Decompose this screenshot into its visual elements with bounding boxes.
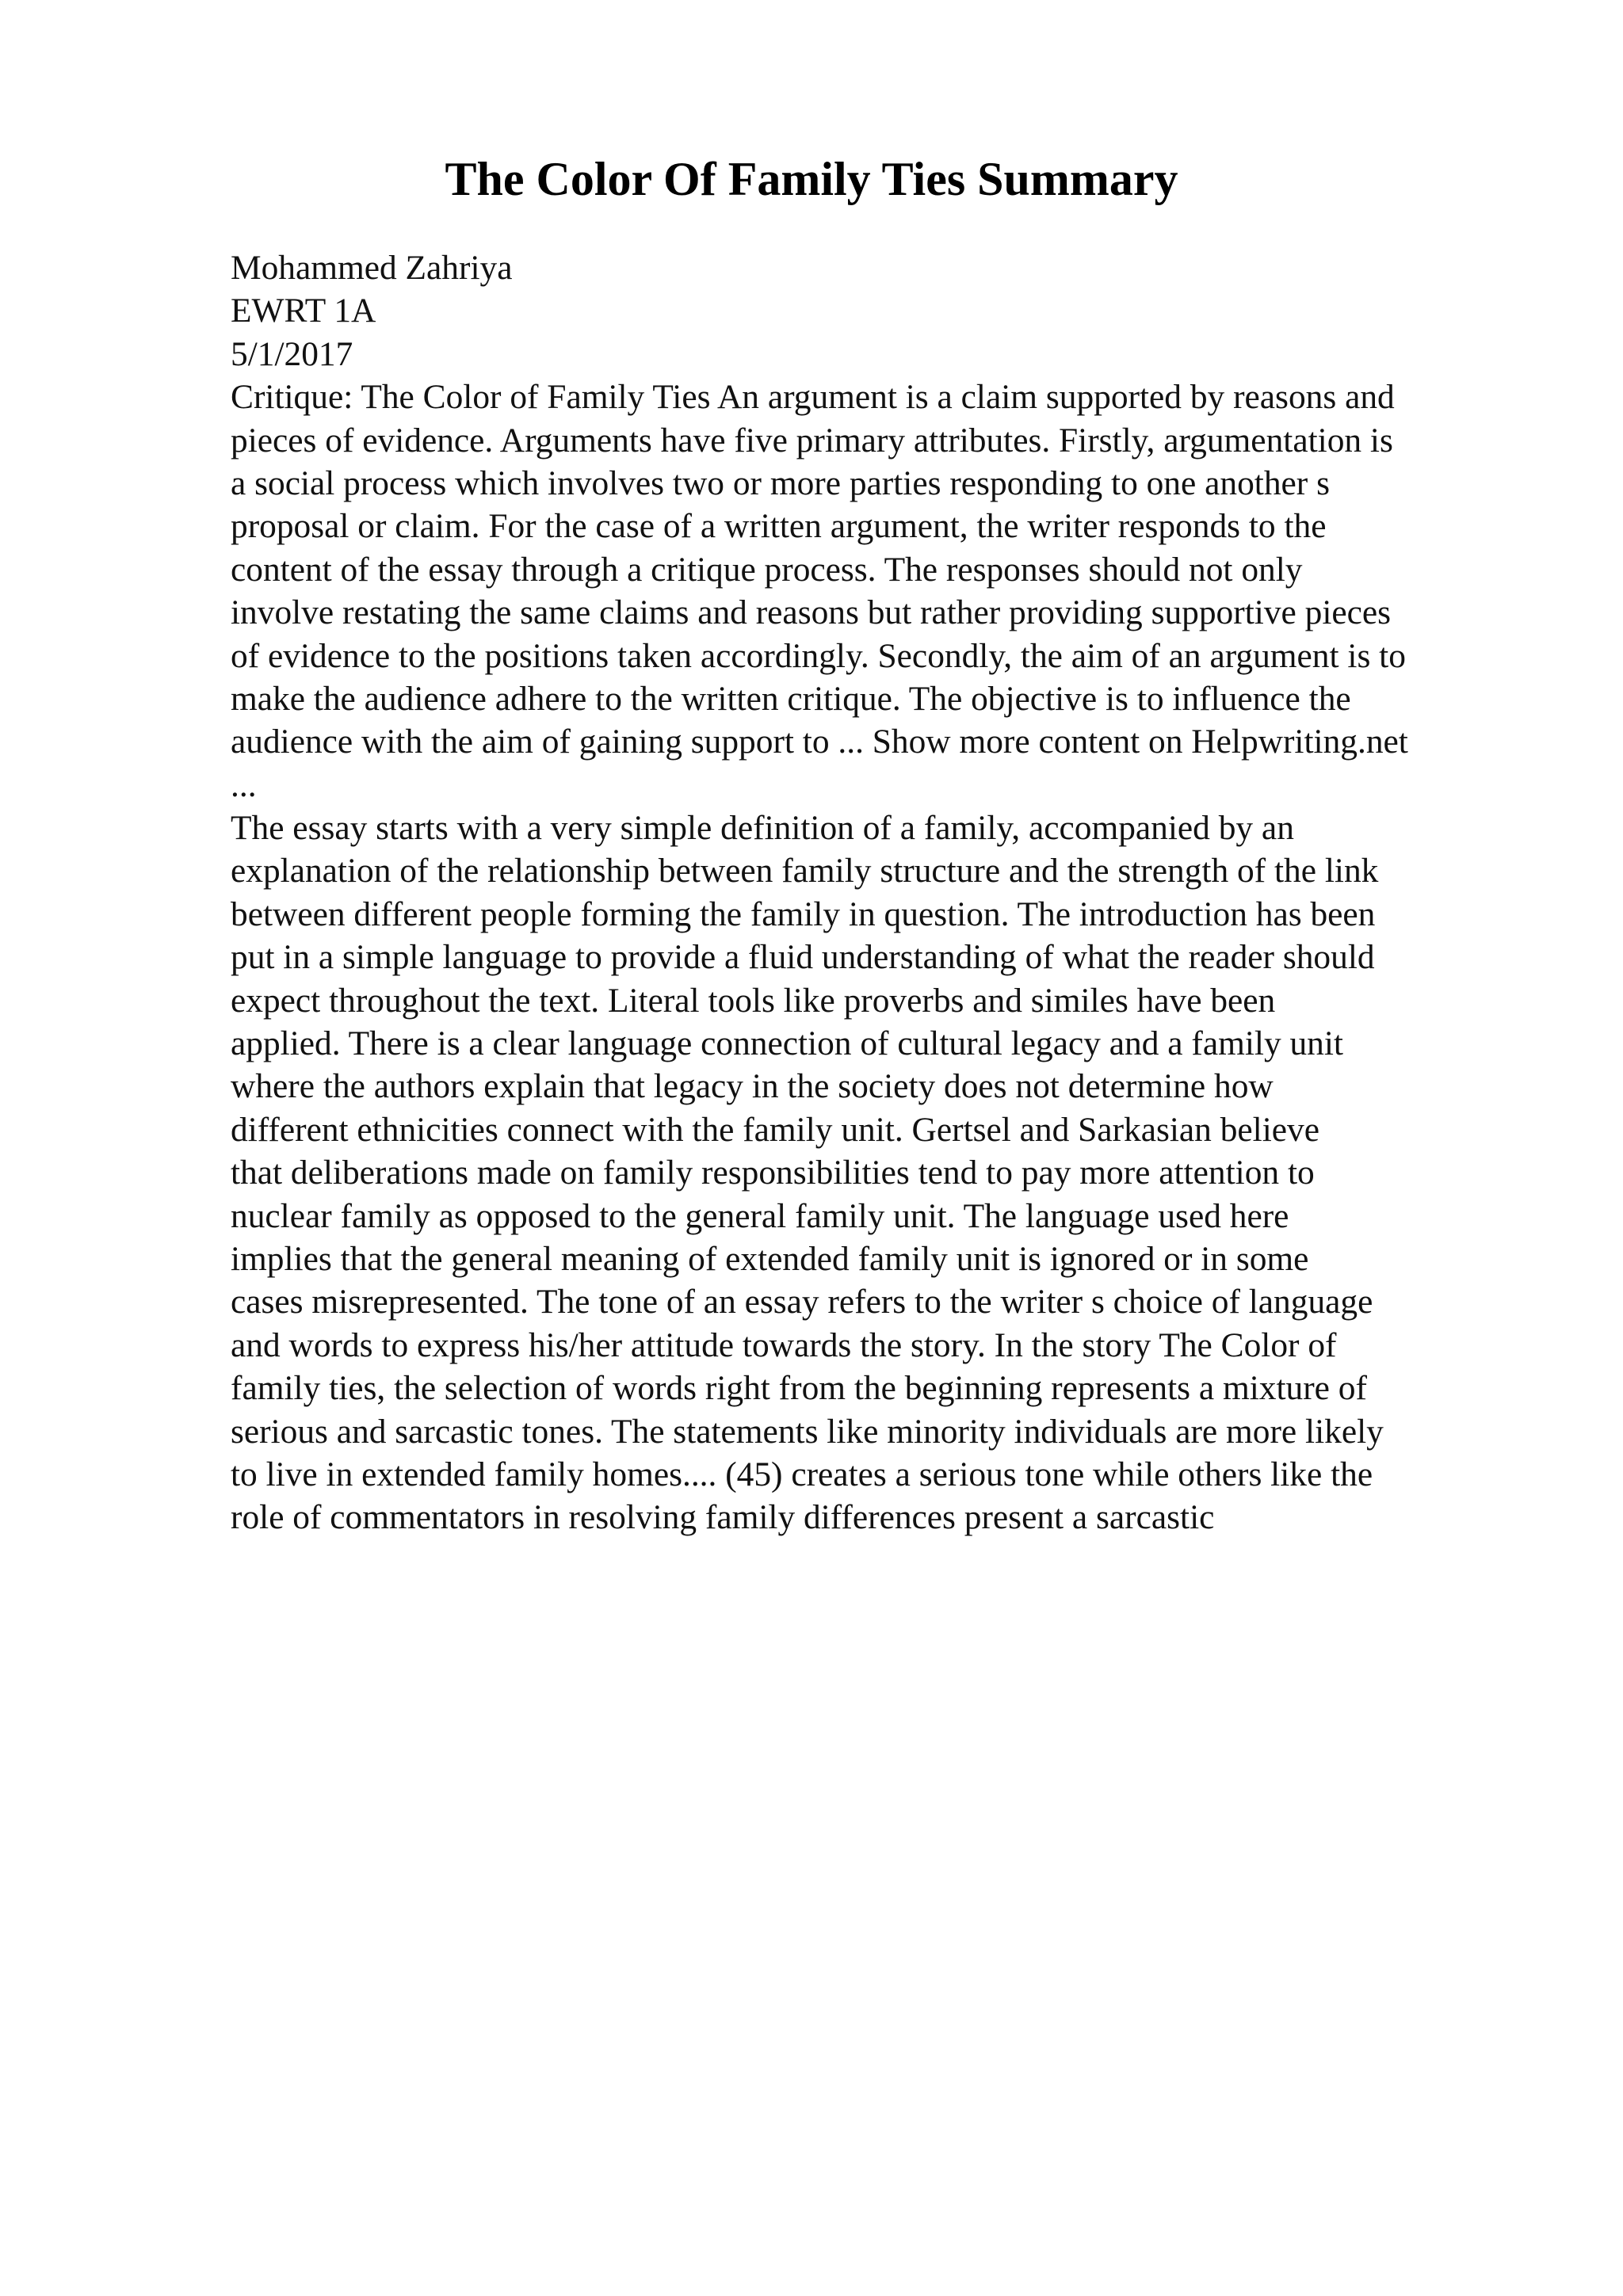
text-line: that deliberations made on family responsibilities tend to pay more attention to [231, 1154, 1315, 1192]
course-line: EWRT 1A [231, 292, 376, 330]
text-line: proposal or claim. For the case of a written argument, the writer responds to the [231, 507, 1327, 546]
text-line: cases misrepresented. The tone of an essay refers to the writer s choice of language [231, 1283, 1373, 1322]
text-line: involve restating the same claims and reasons but rather providing supportive pieces [231, 593, 1392, 632]
author-line: Mohammed Zahriya [231, 249, 513, 287]
text-line: and words to express his/her attitude towards the story. In the story The Color of [231, 1325, 1337, 1364]
text-line: Critique: The Color of Family Ties An argument is a claim supported by reasons and [231, 378, 1395, 417]
text-line: put in a simple language to provide a fluid understanding of what the reader should [231, 938, 1375, 977]
text-line: family ties, the selection of words right from the beginning represents a mixture of [231, 1369, 1367, 1408]
text-line: different ethnicities connect with the family unit. Gertsel and Sarkasian believe [231, 1110, 1319, 1149]
text-line: applied. There is a clear language connection of cultural legacy and a family unit [231, 1024, 1343, 1063]
text-line: explanation of the relationship between family structure and the strength of the link [231, 852, 1379, 891]
text-line: where the authors explain that legacy in the society does not determine how [231, 1067, 1274, 1106]
text-line: role of commentators in resolving family differences present a sarcastic [231, 1498, 1215, 1537]
text-line: of evidence to the positions taken accordingly. Secondly, the aim of an argument is to [231, 636, 1406, 675]
text-line: nuclear family as opposed to the general family unit. The language used here [231, 1196, 1289, 1235]
text-line: pieces of evidence. Arguments have five primary attributes. Firstly, argumentation is [231, 421, 1393, 460]
text-line: implies that the general meaning of extended family unit is ignored or in some [231, 1239, 1309, 1278]
text-line: content of the essay through a critique process. The responses should not only [231, 550, 1303, 589]
text-line: audience with the aim of gaining support to ... Show more content on Helpwriting.net [231, 723, 1408, 761]
document-title: The Color Of Family Ties Summary [445, 153, 1178, 205]
text-line: ... [231, 765, 257, 804]
document-body [231, 246, 1514, 1539]
text-line: expect throughout the text. Literal tools like proverbs and similes have been [231, 981, 1276, 1020]
text-line: between different people forming the family in question. The introduction has been [231, 894, 1376, 933]
text-line: The essay starts with a very simple definition of a family, accompanied by an [231, 809, 1294, 848]
date-line: 5/1/2017 [231, 334, 353, 373]
text-line: to live in extended family homes.... (45) creates a serious tone while others like the [231, 1455, 1373, 1493]
text-line: serious and sarcastic tones. The statements like minority individuals are more likely [231, 1412, 1384, 1451]
text-line: make the audience adhere to the written critique. The objective is to influence the [231, 679, 1351, 718]
text-line: a social process which involves two or more parties responding to one another s [231, 463, 1330, 502]
